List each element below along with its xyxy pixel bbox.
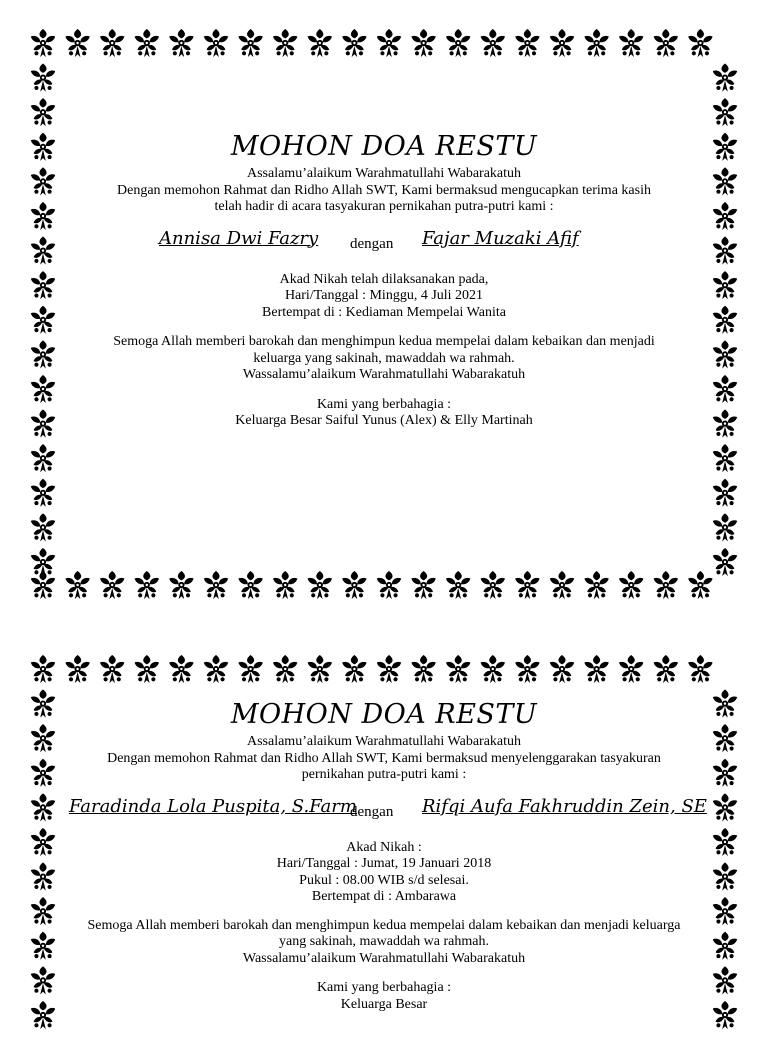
greeting: Assalamu’alaikum Warahmatullahi Wabarakatuh bbox=[246, 166, 522, 181]
floral-ornament-icon bbox=[31, 29, 55, 57]
floral-ornament-icon bbox=[713, 64, 737, 92]
prayer-line: keluarga yang sakinah, mawaddah wa rahmah. bbox=[253, 350, 515, 366]
floral-ornament-icon bbox=[31, 759, 55, 787]
floral-ornament-icon bbox=[713, 793, 737, 821]
floral-ornament-icon bbox=[584, 571, 608, 599]
floral-ornament-icon bbox=[31, 548, 55, 576]
floral-ornament-icon bbox=[713, 863, 737, 891]
floral-ornament-icon bbox=[204, 571, 228, 599]
floral-ornament-icon bbox=[135, 571, 159, 599]
floral-ornament-icon bbox=[713, 897, 737, 925]
invitation-card-1 bbox=[28, 28, 740, 600]
floral-ornament-icon bbox=[31, 306, 55, 334]
floral-ornament-icon bbox=[411, 571, 435, 599]
floral-ornament-icon bbox=[713, 759, 737, 787]
family-name: Keluarga Besar Saiful Yunus (Alex) & Elly Martinah bbox=[235, 413, 533, 428]
floral-ornament-icon bbox=[713, 724, 737, 752]
floral-ornament-icon bbox=[713, 271, 737, 299]
floral-ornament-icon bbox=[713, 1001, 737, 1029]
detail-line: Pukul : 08.00 WIB s/d selesai. bbox=[299, 872, 469, 888]
floral-ornament-icon bbox=[713, 375, 737, 403]
greeting: Assalamu’alaikum Warahmatullahi Wabarakatuh bbox=[246, 734, 522, 749]
floral-ornament-icon bbox=[481, 571, 505, 599]
floral-ornament-icon bbox=[31, 64, 55, 92]
bride-name: Faradinda Lola Puspita, S.Farm bbox=[69, 795, 357, 817]
couple-names bbox=[68, 795, 707, 826]
groom-name: Fajar Muzaki Afif bbox=[422, 227, 579, 249]
intro-line: Dengan memohon Rahmat dan Ridho Allah SWT, Kami bermaksud mengucapkan terima kasih bbox=[117, 182, 651, 198]
floral-ornament-icon bbox=[515, 571, 539, 599]
floral-ornament-icon bbox=[100, 571, 124, 599]
floral-ornament-icon bbox=[31, 133, 55, 161]
floral-ornament-icon bbox=[713, 444, 737, 472]
intro-line: Dengan memohon Rahmat dan Ridho Allah SWT, Kami bermaksud menyelenggarakan tasyakuran bbox=[107, 750, 661, 766]
floral-ornament-icon bbox=[31, 167, 55, 195]
floral-ornament-icon bbox=[31, 1001, 55, 1029]
floral-ornament-icon bbox=[713, 202, 737, 230]
floral-ornament-icon bbox=[688, 571, 712, 599]
intro-line: telah hadir di acara tasyakuran pernikahan putra-putri kami : bbox=[214, 199, 554, 214]
floral-ornament-icon bbox=[31, 932, 55, 960]
floral-ornament-icon bbox=[713, 340, 737, 368]
card-title: MOHON DOA RESTU bbox=[230, 131, 538, 162]
floral-ornament-icon bbox=[550, 571, 574, 599]
invitation-card-2 bbox=[28, 654, 740, 1054]
floral-ornament-icon bbox=[654, 571, 678, 599]
floral-ornament-icon bbox=[31, 375, 55, 403]
detail-line: Hari/Tanggal : Jumat, 19 Januari 2018 bbox=[276, 856, 492, 871]
prayer-line: yang sakinah, mawaddah wa rahmah. bbox=[279, 934, 489, 949]
floral-ornament-icon bbox=[713, 479, 737, 507]
detail-line: Bertempat di : Ambarawa bbox=[311, 889, 457, 904]
detail-line: Akad Nikah : bbox=[346, 839, 422, 855]
signoff: Kami yang berbahagia : bbox=[316, 396, 452, 412]
intro-line: pernikahan putra-putri kami : bbox=[301, 767, 467, 782]
detail-line: Hari/Tanggal : Minggu, 4 Juli 2021 bbox=[284, 288, 484, 303]
prayer-line: Semoga Allah memberi barokah dan menghimpun kedua mempelai dalam kebaikan dan menjadi keluarga bbox=[87, 917, 681, 933]
detail-line: Bertempat di : Kediaman Mempelai Wanita bbox=[262, 304, 506, 320]
floral-ornament-icon bbox=[31, 724, 55, 752]
floral-ornament-icon bbox=[31, 237, 55, 265]
floral-ornament-icon bbox=[31, 897, 55, 925]
card-content bbox=[68, 28, 700, 430]
floral-ornament-icon bbox=[31, 655, 55, 683]
floral-ornament-icon bbox=[713, 133, 737, 161]
floral-ornament-icon bbox=[713, 410, 737, 438]
floral-ornament-icon bbox=[31, 690, 55, 718]
connector-text: dengan bbox=[350, 803, 394, 820]
floral-ornament-icon bbox=[169, 571, 193, 599]
floral-ornament-icon bbox=[65, 571, 89, 599]
floral-ornament-icon bbox=[713, 167, 737, 195]
bride-name: Annisa Dwi Fazry bbox=[159, 227, 319, 249]
floral-ornament-icon bbox=[713, 966, 737, 994]
floral-ornament-icon bbox=[713, 237, 737, 265]
floral-ornament-icon bbox=[446, 571, 470, 599]
floral-ornament-icon bbox=[31, 340, 55, 368]
floral-ornament-icon bbox=[273, 571, 297, 599]
floral-ornament-icon bbox=[377, 571, 401, 599]
floral-ornament-icon bbox=[713, 548, 737, 576]
prayer-line: Semoga Allah memberi barokah dan menghimpun kedua mempelai dalam kebaikan dan menjadi bbox=[113, 334, 655, 349]
floral-ornament-icon bbox=[619, 571, 643, 599]
floral-ornament-icon bbox=[308, 571, 332, 599]
floral-ornament-icon bbox=[31, 271, 55, 299]
floral-ornament-icon bbox=[31, 828, 55, 856]
floral-ornament-icon bbox=[31, 513, 55, 541]
floral-ornament-icon bbox=[31, 410, 55, 438]
floral-ornament-icon bbox=[31, 98, 55, 126]
groom-name: Rifqi Aufa Fakhruddin Zein, SE bbox=[422, 795, 707, 817]
closing-greeting: Wassalamu’alaikum Warahmatullahi Wabarakatuh bbox=[242, 367, 526, 382]
closing-greeting: Wassalamu’alaikum Warahmatullahi Wabarakatuh bbox=[242, 950, 526, 966]
floral-ornament-icon bbox=[713, 690, 737, 718]
couple-names bbox=[68, 228, 700, 258]
floral-ornament-icon bbox=[31, 966, 55, 994]
floral-ornament-icon bbox=[31, 793, 55, 821]
floral-ornament-icon bbox=[31, 444, 55, 472]
floral-ornament-icon bbox=[238, 571, 262, 599]
signoff: Kami yang berbahagia : bbox=[316, 980, 452, 995]
floral-ornament-icon bbox=[31, 571, 55, 599]
floral-ornament-icon bbox=[713, 513, 737, 541]
floral-ornament-icon bbox=[713, 306, 737, 334]
floral-ornament-icon bbox=[31, 479, 55, 507]
card-title: MOHON DOA RESTU bbox=[230, 699, 538, 730]
card-content bbox=[68, 654, 707, 1013]
floral-ornament-icon bbox=[31, 202, 55, 230]
floral-ornament-icon bbox=[713, 828, 737, 856]
floral-ornament-icon bbox=[342, 571, 366, 599]
floral-ornament-icon bbox=[713, 932, 737, 960]
family-name: Keluarga Besar bbox=[340, 996, 428, 1012]
floral-ornament-icon bbox=[31, 863, 55, 891]
floral-ornament-icon bbox=[713, 98, 737, 126]
connector-text: dengan bbox=[350, 235, 394, 252]
detail-line: Akad Nikah telah dilaksanakan pada, bbox=[279, 271, 489, 287]
